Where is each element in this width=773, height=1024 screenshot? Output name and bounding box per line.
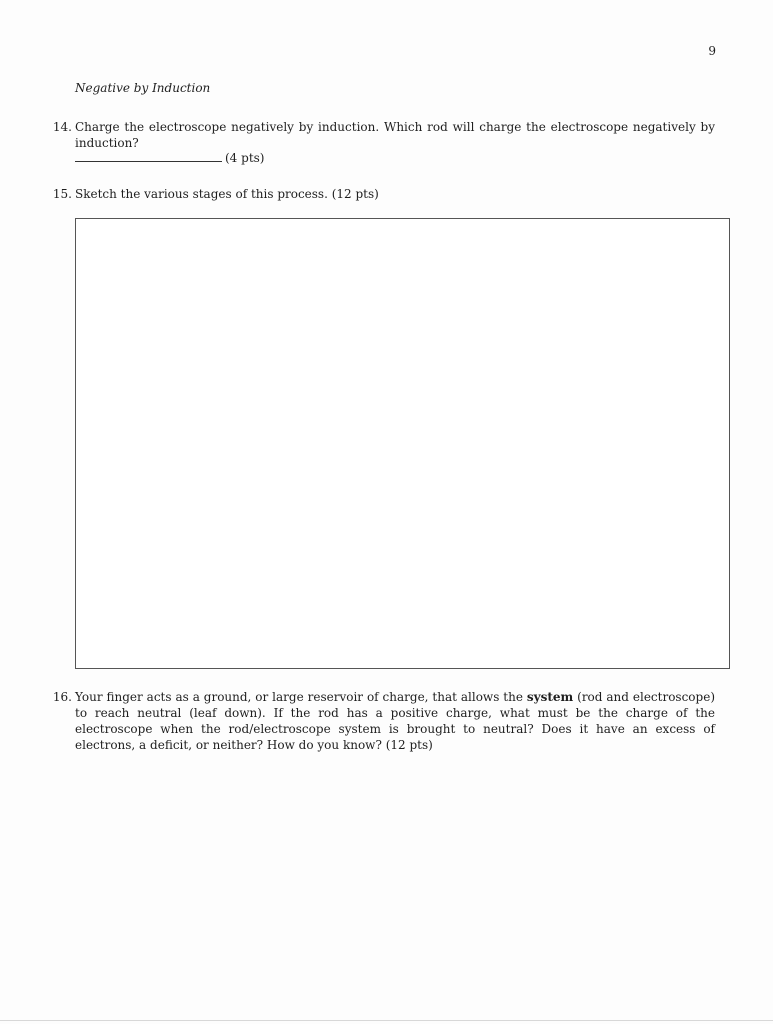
bold-term: system bbox=[526, 690, 574, 704]
question-number: 15. bbox=[52, 187, 72, 201]
question-text bbox=[75, 689, 715, 753]
question-text: Sketch the various stages of this process. (12 pts) bbox=[75, 187, 379, 201]
question-text-end: (rod and electroscope) to reach neutral (leaf down). If the rod has a positive charge, what must be the charge of the electroscope when the rod/electroscope system is brought to neutral? Does it have an excess of electrons, a deficit, or neither? How do you know? (12 pts) bbox=[75, 690, 715, 752]
section-heading: Negative by Induction bbox=[75, 81, 211, 95]
question-text: Charge the electroscope negatively by induction. Which rod will charge the electroscope negatively by induction? bbox=[75, 120, 715, 150]
answer-blank[interactable] bbox=[75, 149, 222, 162]
question-number: 14. bbox=[52, 120, 72, 134]
page-bottom-divider bbox=[0, 1020, 773, 1021]
points-label: (4 pts) bbox=[225, 151, 265, 165]
answer-line-14 bbox=[75, 149, 264, 166]
sketch-answer-box[interactable] bbox=[75, 218, 730, 669]
question-15 bbox=[50, 186, 715, 202]
question-14 bbox=[50, 119, 715, 151]
question-text-start: Your finger acts as a ground, or large reservoir of charge, that allows the bbox=[75, 690, 527, 704]
question-16 bbox=[50, 689, 715, 753]
question-number: 16. bbox=[52, 690, 72, 704]
page-number: 9 bbox=[708, 44, 716, 58]
